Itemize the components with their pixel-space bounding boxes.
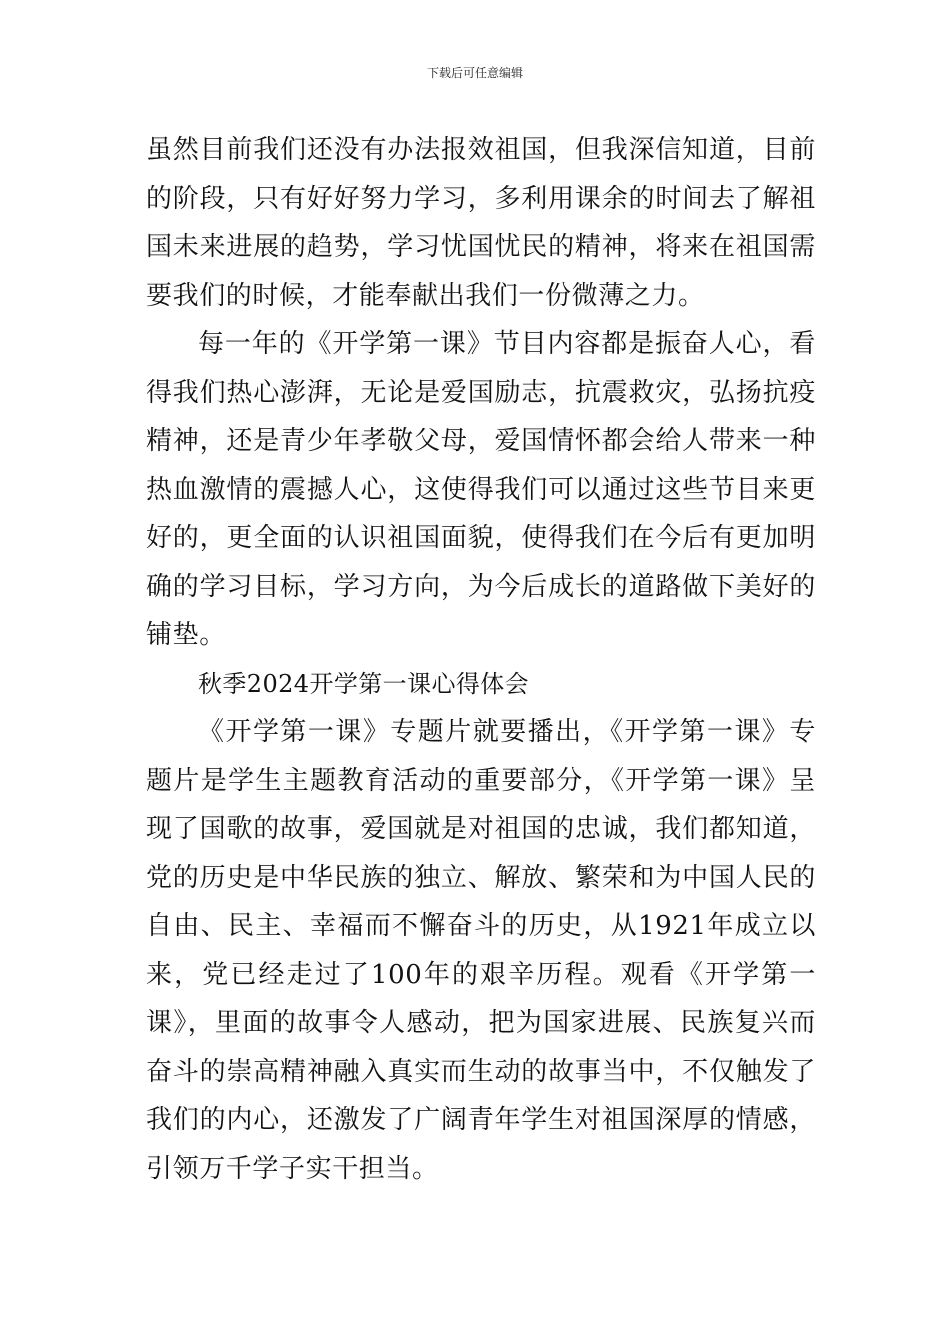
paragraph-2: 每一年的《开学第一课》节目内容都是振奋人心，看得我们热心澎湃，无论是爱国励志，抗震救灾，弘扬抗疫精神，还是青少年孝敬父母，爱国情怀都会给人带来一种热血激情的震撼人心，这使得我们可以通过这些节目来更好的，更全面的认识祖国面貌，使得我们在今后有更加明确的学习目标，学习方向，为今后成长的道路做下美好的铺垫。	[146, 329, 816, 650]
paragraph-3: 《开学第一课》专题片就要播出，《开学第一课》专题片是学生主题教育活动的重要部分，《开学第一课》呈现了国歌的故事，爱国就是对祖国的忠诚，我们都知道，党的历史是中华民族的独立、解放、繁荣和为中国人民的自由、民主、幸福而不懈奋斗的历史，从1921年成立以来，党已经走过了100年的艰辛历程。观看《开学第一课》，里面的故事令人感动，把为国家进展、民族复兴而奋斗的崇高精神融入真实而生动的故事当中，不仅触发了我们的内心，还激发了广阔青年学生对祖国深厚的情感，引领万千学子实干担当。	[146, 717, 816, 1184]
paragraph-1: 虽然目前我们还没有办法报效祖国，但我深信知道，目前的阶段，只有好好努力学习，多利用课余的时间去了解祖国未来进展的趋势，学习忧国忧民的精神，将来在祖国需要我们的时候，才能奉献出我们一份微薄之力。	[146, 135, 816, 311]
document-body	[146, 126, 816, 1193]
section-heading: 秋季2024开学第一课心得体会	[198, 669, 530, 698]
page-header-note: 下载后可任意编辑	[426, 66, 523, 80]
